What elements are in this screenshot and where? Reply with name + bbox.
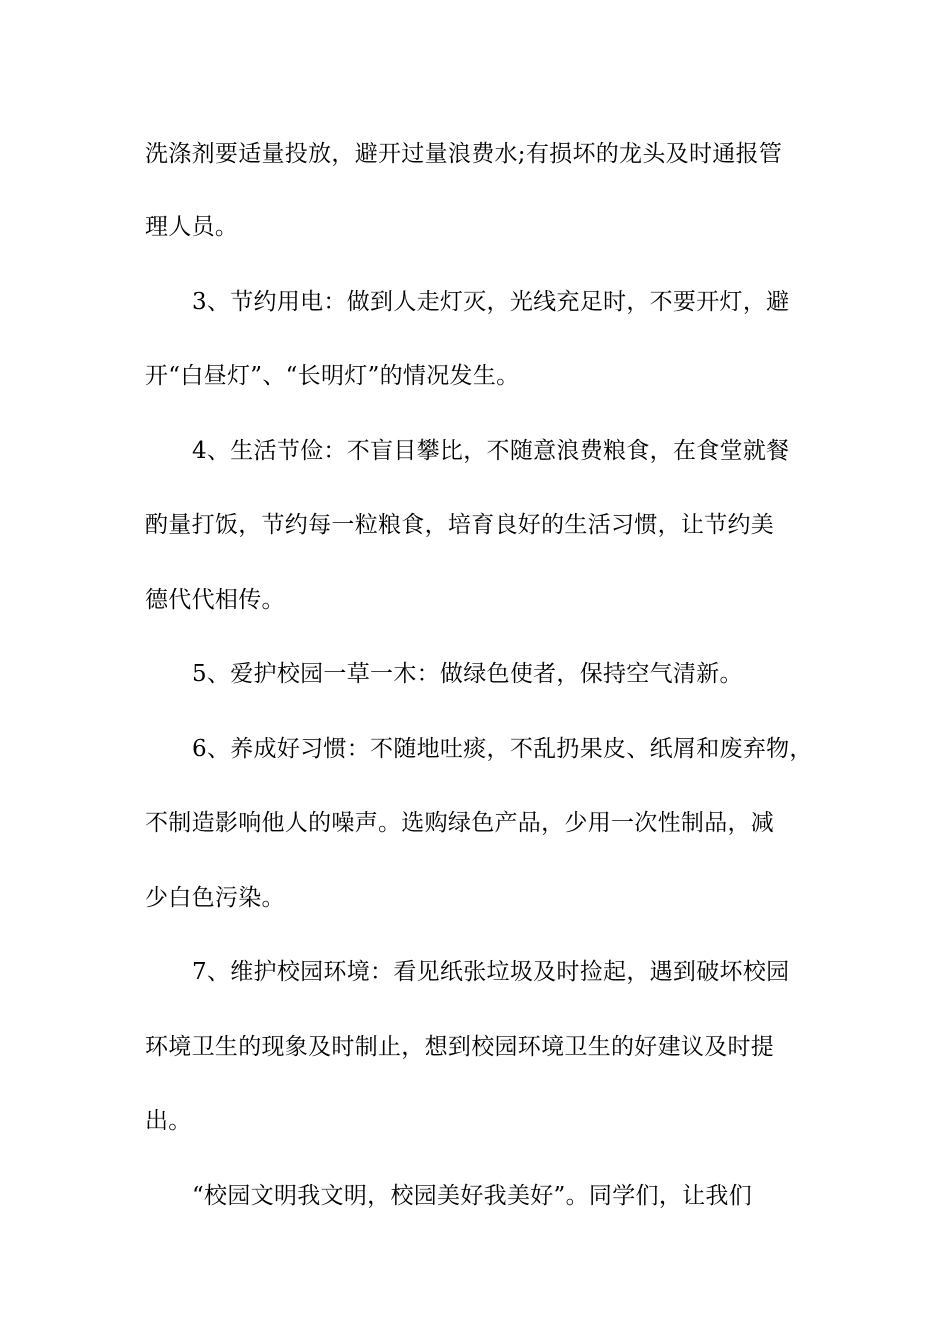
text-line: 洗涤剂要适量投放，避开过量浪费水;有损坏的龙头及时通报管 — [145, 141, 783, 167]
text-line: 出。 — [145, 1108, 192, 1134]
text-line: 理人员。 — [145, 214, 239, 240]
text-line: 5、爱护校园一草一木：做绿色使者，保持空气清新。 — [192, 661, 743, 687]
text-line: 少白色污染。 — [145, 885, 285, 911]
text-line: 4、生活节俭：不盲目攀比，不随意浪费粮食，在食堂就餐 — [192, 438, 790, 464]
text-line: 3、节约用电：做到人走灯灭，光线充足时，不要开灯，避 — [192, 289, 790, 315]
text-line: 不制造影响他人的噪声。选购绿色产品，少用一次性制品，减 — [145, 810, 775, 836]
text-line: 7、维护校园环境：看见纸张垃圾及时捡起，遇到破坏校园 — [192, 959, 790, 985]
text-line: 6、养成好习惯：不随地吐痰，不乱扔果皮、纸屑和废弃物， — [192, 736, 813, 762]
text-line: 德代代相传。 — [145, 587, 285, 613]
text-line: 酌量打饭，节约每一粒粮食，培育良好的生活习惯，让节约美 — [145, 512, 775, 538]
text-line: “校园文明我文明，校园美好我美好”。同学们，让我们 — [192, 1183, 753, 1209]
text-line: 环境卫生的现象及时制止，想到校园环境卫生的好建议及时提 — [145, 1034, 775, 1060]
text-line: 开“白昼灯”、“长明灯”的情况发生。 — [145, 363, 520, 389]
